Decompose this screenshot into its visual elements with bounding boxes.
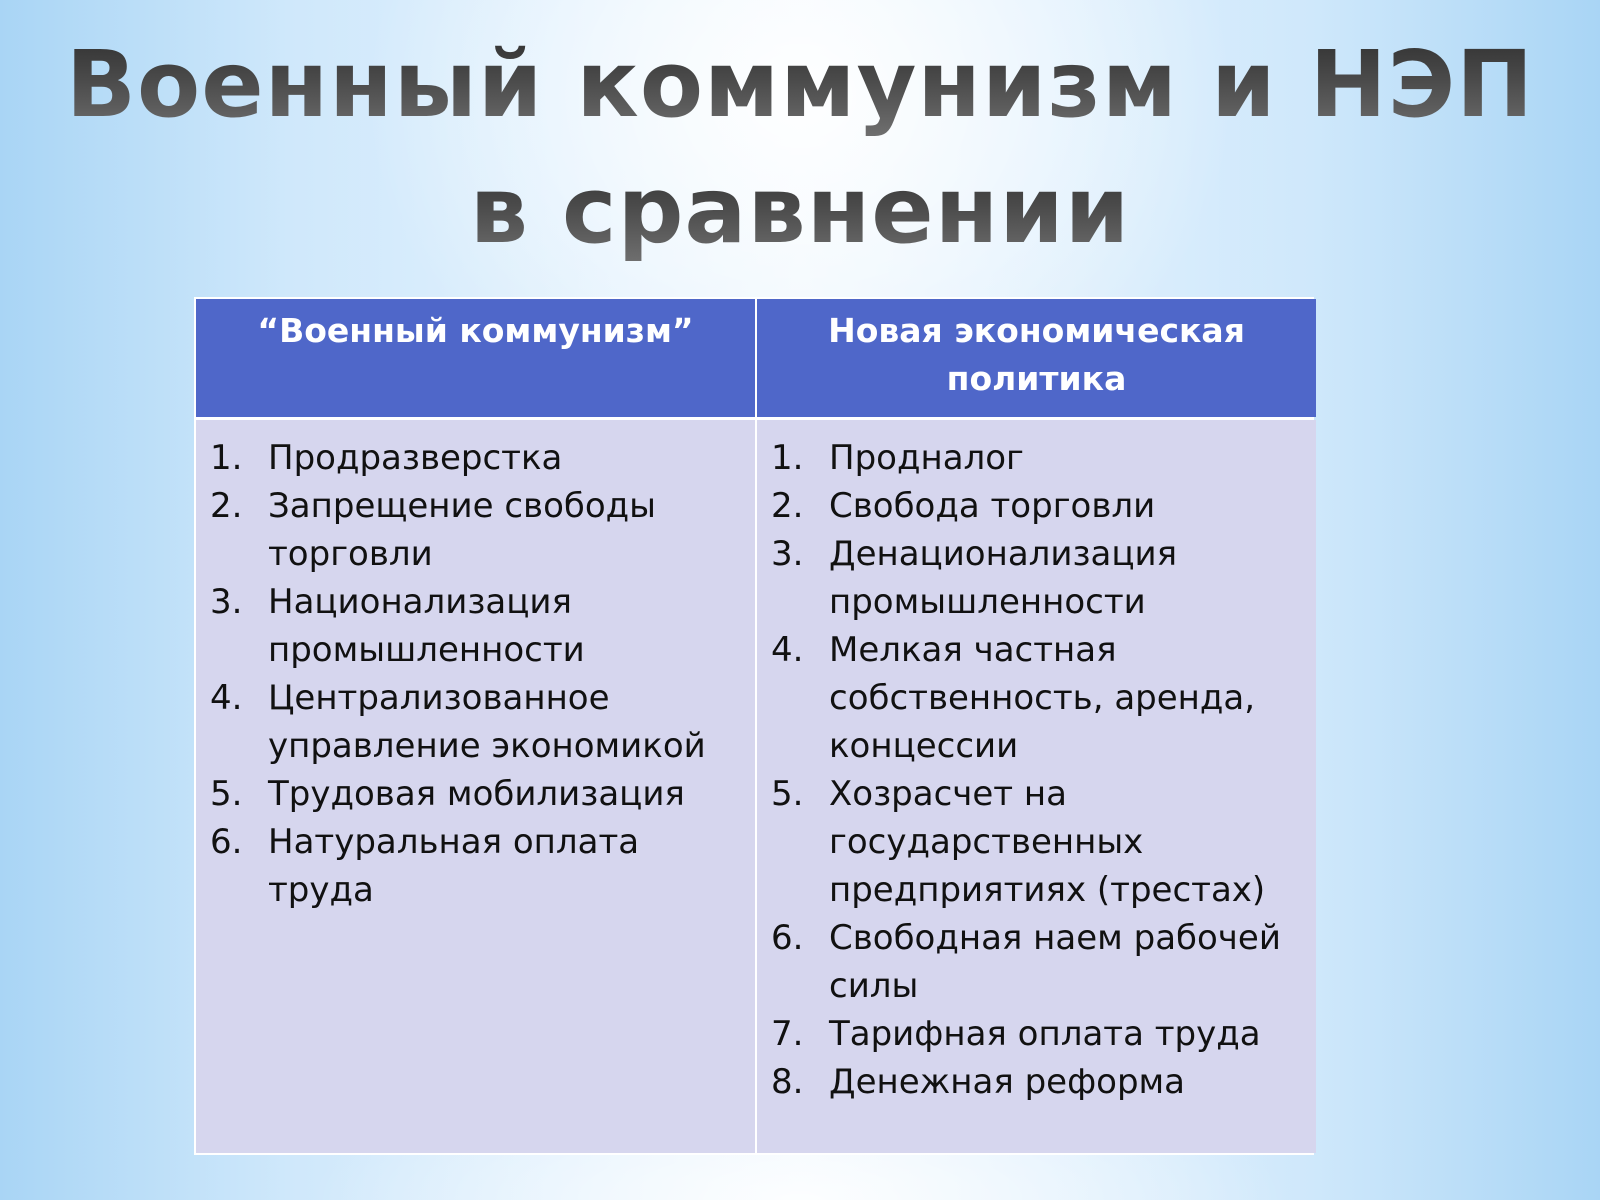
list-item-number: 6. (210, 822, 243, 862)
list-item-number: 6. (771, 918, 804, 958)
list-item-text: Хозрасчет на государственных предприятиях (трестах) (829, 774, 1266, 910)
list-item (771, 530, 1306, 626)
title-line-1-text: Военный коммунизм и НЭП (65, 31, 1535, 138)
header-war-communism: “Военный коммунизм” (196, 299, 755, 417)
title-line-2-text: в сравнении (469, 157, 1131, 264)
list-item-number: 4. (210, 678, 243, 718)
list-item-text: Централизованное управление экономикой (268, 678, 706, 766)
list-item-text: Тарифная оплата труда (829, 1014, 1261, 1054)
list-item (771, 770, 1306, 914)
list-item-text: Национализация промышленности (268, 582, 585, 670)
list-item-number: 1. (771, 438, 804, 478)
list-item-number: 2. (210, 486, 243, 526)
list-item (210, 434, 745, 482)
list-item-text: Мелкая частная собственность, аренда, концессии (829, 630, 1256, 766)
list-item (771, 626, 1306, 770)
title-line-1 (0, 22, 1600, 148)
list-item-number: 2. (771, 486, 804, 526)
comparison-table (194, 297, 1314, 1155)
slide-title (0, 22, 1600, 274)
list-item (771, 1010, 1306, 1058)
nep-list (757, 420, 1316, 1153)
list-item (771, 914, 1306, 1010)
list-item-number: 7. (771, 1014, 804, 1054)
list-item (210, 674, 745, 770)
list-item (771, 1058, 1306, 1106)
list-item (210, 818, 745, 914)
list-item-text: Трудовая мобилизация (268, 774, 685, 814)
list-item (210, 770, 745, 818)
title-line-2 (0, 148, 1600, 274)
list-item-number: 1. (210, 438, 243, 478)
list-item-text: Продналог (829, 438, 1024, 478)
list-item-text: Продразверстка (268, 438, 563, 478)
list-item-number: 3. (210, 582, 243, 622)
list-item-number: 5. (771, 774, 804, 814)
list-item-number: 8. (771, 1062, 804, 1102)
war-communism-list (196, 420, 755, 1153)
list-item (771, 482, 1306, 530)
list-item-number: 4. (771, 630, 804, 670)
list-item (210, 482, 745, 578)
list-item-text: Натуральная оплата труда (268, 822, 640, 910)
list-item-text: Свободная наем рабочей силы (829, 918, 1281, 1006)
list-item-text: Денационализация промышленности (829, 534, 1178, 622)
list-item-number: 3. (771, 534, 804, 574)
list-item (210, 578, 745, 674)
header-nep: Новая экономическая политика (757, 299, 1316, 417)
list-item-number: 5. (210, 774, 243, 814)
list-item-text: Денежная реформа (829, 1062, 1186, 1102)
list-item-text: Свобода торговли (829, 486, 1156, 526)
list-item-text: Запрещение свободы торговли (268, 486, 657, 574)
list-item (771, 434, 1306, 482)
